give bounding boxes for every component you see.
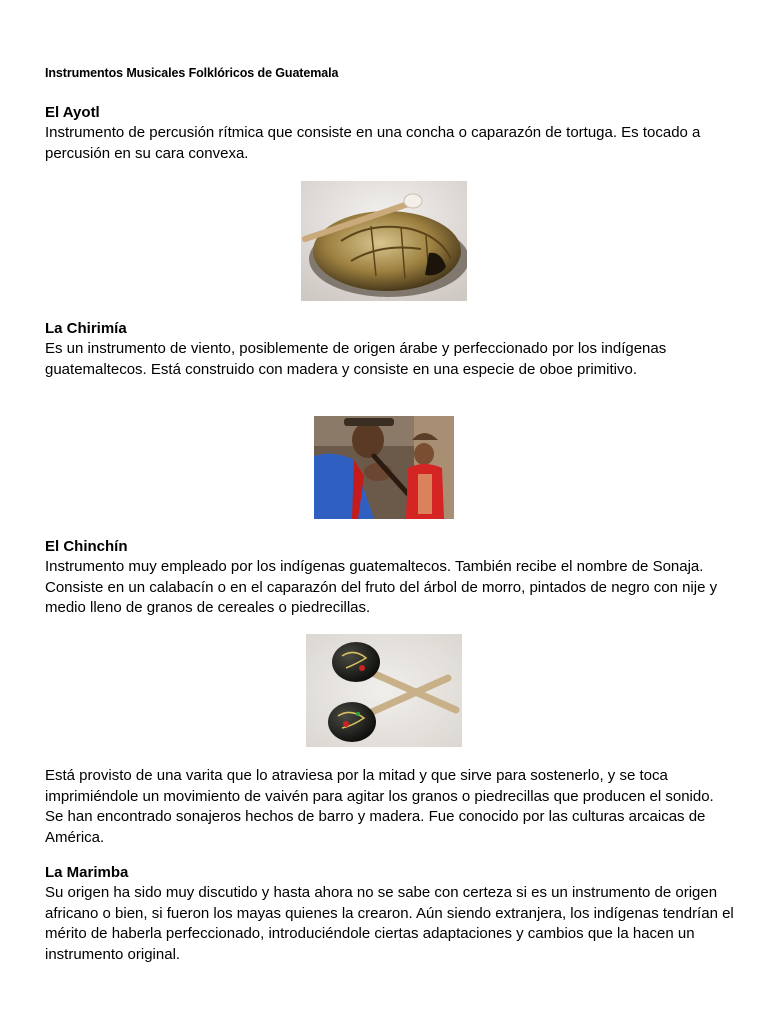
section-text-ayotl: Instrumento de percusión rítmica que consiste en una concha o caparazón de tortuga. Es tocado a percusión en su cara convexa.: [45, 124, 701, 162]
turtle-shell-drum-image: [301, 181, 467, 301]
photo-chirimia: [314, 416, 454, 519]
section-chinchin: [45, 537, 735, 619]
section-text-marimba: Su origen ha sido muy discutido y hasta ahora no se sabe con certeza si es un instrumento de origen africano o bien, si fueron los mayas quienes la crearon. Aún siendo extranjera, los indígenas tendrían el mérito de haberla perfeccionado, introduciéndole ciertas adaptaciones y cambios que la hacen un instrumento original.: [45, 884, 734, 963]
section-heading-marimba: La Marimba: [45, 864, 129, 881]
chirimia-players-image: [314, 416, 454, 519]
photo-ayotl: [301, 181, 467, 301]
section-chinchin-continued: [45, 766, 735, 848]
section-marimba: [45, 863, 735, 965]
section-ayotl: [45, 103, 735, 164]
section-chirimia: [45, 319, 735, 380]
document-title: Instrumentos Musicales Folklóricos de Guatemala: [45, 66, 339, 80]
section-text-chirimia: Es un instrumento de viento, posiblemente de origen árabe y perfeccionado por los indígenas guatemaltecos. Está construido con madera y consiste en una especie de oboe primitivo.: [45, 340, 667, 378]
photo-chinchin: [306, 634, 462, 747]
section-heading-chirimia: La Chirimía: [45, 320, 127, 337]
section-text-chinchin: Instrumento muy empleado por los indígenas guatemaltecos. También recibe el nombre de Sonaja. Consiste en un calabacín o en el caparazón del fruto del árbol de morro, pintados de negro con nije y medio lleno de granos de cereales o piedrecillas.: [45, 558, 718, 616]
section-heading-chinchin: El Chinchín: [45, 538, 128, 555]
section-heading-ayotl: El Ayotl: [45, 104, 100, 121]
section-text-chinchin-continued: Está provisto de una varita que lo atraviesa por la mitad y que sirve para sostenerlo, y se toca imprimiéndole un movimiento de vaivén para agitar los granos o piedrecillas que producen el sonido. Se han encontrado sonajeros hechos de barro y madera. Fue conocido por las culturas arcaicas de América.: [45, 767, 714, 846]
chinchin-maracas-image: [306, 634, 462, 747]
